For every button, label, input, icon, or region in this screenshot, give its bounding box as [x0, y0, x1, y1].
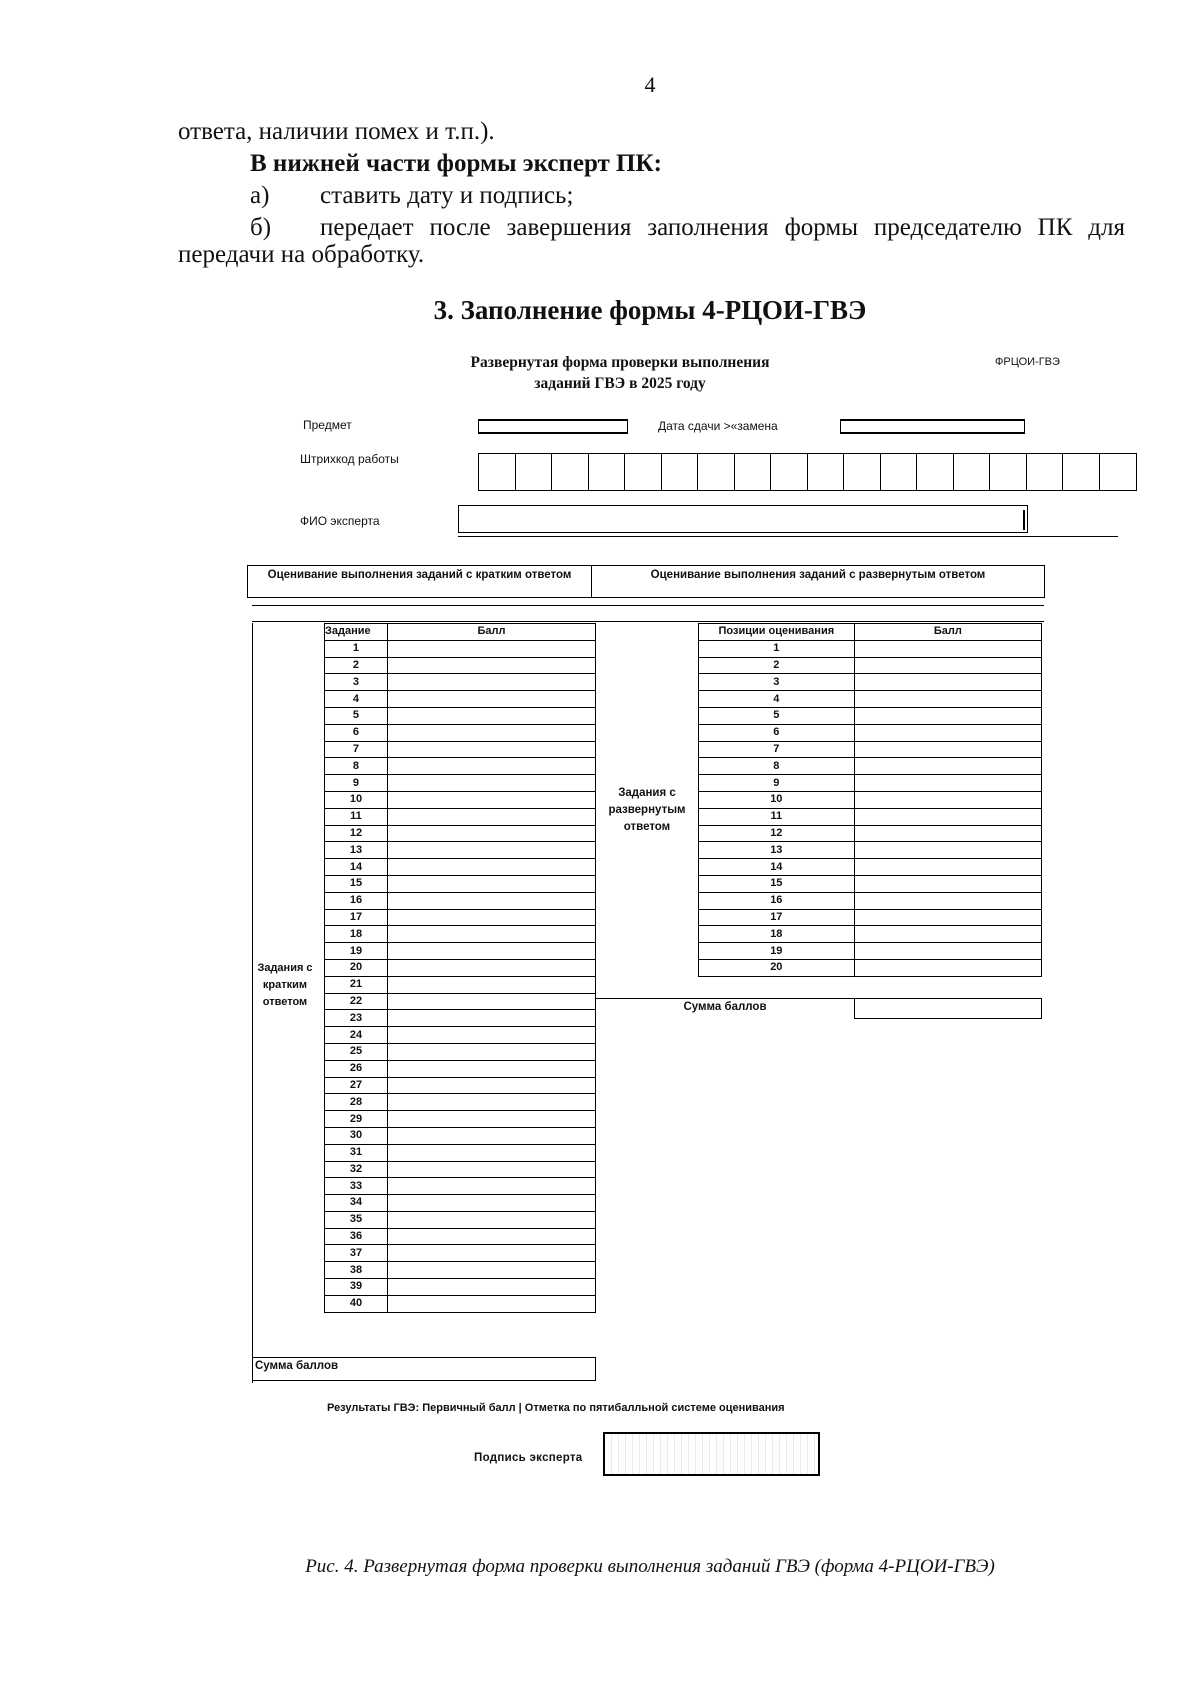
- barcode-cell[interactable]: [1063, 454, 1100, 490]
- task-number: 2: [325, 657, 388, 674]
- score-cell[interactable]: [854, 825, 1041, 842]
- task-number: 1: [325, 640, 388, 657]
- position-number: 10: [699, 791, 855, 808]
- task-number: 12: [325, 825, 388, 842]
- table-row: [325, 1111, 596, 1128]
- long-side-label: Задания с развернутым ответом: [608, 787, 686, 833]
- score-cell[interactable]: [387, 707, 595, 724]
- position-number: 17: [699, 909, 855, 926]
- task-number: 38: [325, 1262, 388, 1279]
- task-number: 24: [325, 1027, 388, 1044]
- barcode-cell[interactable]: [1100, 454, 1137, 490]
- task-number: 31: [325, 1144, 388, 1161]
- score-cell[interactable]: [854, 959, 1041, 976]
- table-row: [325, 943, 596, 960]
- barcode-cell[interactable]: [881, 454, 918, 490]
- table-row: [325, 1279, 596, 1296]
- score-cell[interactable]: [854, 926, 1041, 943]
- task-number: 9: [325, 775, 388, 792]
- table-row: [325, 1060, 596, 1077]
- barcode-cell[interactable]: [516, 454, 553, 490]
- col-position-header: Позиции оценивания: [699, 624, 855, 641]
- table-row: [325, 859, 596, 876]
- score-cell[interactable]: [387, 1060, 595, 1077]
- table-row: [699, 741, 1042, 758]
- score-cell[interactable]: [387, 657, 595, 674]
- table-row: [325, 808, 596, 825]
- table-row: [699, 791, 1042, 808]
- form-title-line: Развернутая форма проверки выполнения: [470, 354, 770, 371]
- table-row: [699, 691, 1042, 708]
- score-cell[interactable]: [854, 909, 1041, 926]
- score-cell[interactable]: [387, 1094, 595, 1111]
- short-answer-table: [324, 623, 596, 1313]
- table-row: [325, 657, 596, 674]
- long-sum-label: Сумма баллов: [683, 1001, 767, 1013]
- long-answer-table: [698, 623, 1042, 977]
- table-row: [325, 993, 596, 1010]
- table-row: [325, 791, 596, 808]
- score-cell[interactable]: [387, 1144, 595, 1161]
- table-row: [699, 943, 1042, 960]
- page-number: 4: [644, 72, 656, 97]
- task-number: 23: [325, 1010, 388, 1027]
- paragraph-line: передачи на обработку.: [178, 241, 425, 268]
- position-number: 8: [699, 758, 855, 775]
- score-cell[interactable]: [854, 707, 1041, 724]
- barcode-cell[interactable]: [589, 454, 626, 490]
- score-cell[interactable]: [387, 1077, 595, 1094]
- table-row: [325, 724, 596, 741]
- score-cell[interactable]: [854, 640, 1041, 657]
- task-number: 22: [325, 993, 388, 1010]
- score-cell[interactable]: [854, 875, 1041, 892]
- score-cell[interactable]: [854, 724, 1041, 741]
- section-heading: 3. Заполнение формы 4-РЦОИ-ГВЭ: [433, 295, 867, 325]
- table-row: [325, 1144, 596, 1161]
- form-title: [430, 352, 810, 394]
- score-cell[interactable]: [387, 993, 595, 1010]
- task-number: 16: [325, 892, 388, 909]
- table-row: [699, 775, 1042, 792]
- score-cell[interactable]: [854, 674, 1041, 691]
- task-number: 18: [325, 926, 388, 943]
- barcode-cell[interactable]: [625, 454, 662, 490]
- signature-label: Подпись эксперта: [474, 1452, 583, 1464]
- task-number: 33: [325, 1178, 388, 1195]
- short-side-label: Задания с кратким ответом: [257, 962, 313, 1008]
- subject-field[interactable]: [478, 419, 628, 434]
- table-row: [325, 892, 596, 909]
- figure-caption: Рис. 4. Развернутая форма проверки выполнения заданий ГВЭ (форма 4-РЦОИ-ГВЭ): [305, 1556, 995, 1577]
- table-row: [699, 640, 1042, 657]
- score-cell[interactable]: [854, 943, 1041, 960]
- table-row: [699, 825, 1042, 842]
- paragraph-line: ответа, наличии помех и т.п.).: [178, 118, 495, 145]
- table-row: [325, 909, 596, 926]
- task-number: 7: [325, 741, 388, 758]
- exam-date-field[interactable]: [840, 419, 1025, 434]
- task-number: 27: [325, 1077, 388, 1094]
- section-short-header: Оценивание выполнения заданий с кратким ответом: [247, 565, 592, 598]
- score-cell[interactable]: [387, 1127, 595, 1144]
- score-cell[interactable]: [854, 892, 1041, 909]
- score-cell[interactable]: [387, 1161, 595, 1178]
- position-number: 5: [699, 707, 855, 724]
- score-cell[interactable]: [387, 741, 595, 758]
- position-number: 2: [699, 657, 855, 674]
- score-cell[interactable]: [387, 791, 595, 808]
- score-cell[interactable]: [387, 1245, 595, 1262]
- barcode-cells[interactable]: [478, 453, 1137, 491]
- table-row: [699, 724, 1042, 741]
- task-number: 5: [325, 707, 388, 724]
- task-number: 4: [325, 691, 388, 708]
- exam-date-label: Дата сдачи >«замена: [658, 419, 778, 433]
- task-number: 35: [325, 1211, 388, 1228]
- task-number: 11: [325, 808, 388, 825]
- barcode-cell[interactable]: [479, 454, 516, 490]
- list-marker-a: а): [250, 182, 270, 209]
- table-row: [325, 1195, 596, 1212]
- paragraph-bold-line: В нижней части формы эксперт ПК:: [250, 150, 662, 177]
- score-cell[interactable]: [854, 775, 1041, 792]
- table-row: [699, 842, 1042, 859]
- barcode-cell[interactable]: [1027, 454, 1064, 490]
- list-item-b: передает после завершения заполнения формы председателю ПК для: [320, 214, 1125, 241]
- score-cell[interactable]: [854, 657, 1041, 674]
- table-row: [325, 1178, 596, 1195]
- score-cell[interactable]: [387, 859, 595, 876]
- table-row: [325, 640, 596, 657]
- table-row: [325, 741, 596, 758]
- score-cell[interactable]: [387, 1178, 595, 1195]
- list-marker-b: б): [250, 214, 272, 241]
- table-row: [325, 1295, 596, 1312]
- position-number: 9: [699, 775, 855, 792]
- table-row: [699, 892, 1042, 909]
- table-row: [325, 976, 596, 993]
- table-row: [325, 1211, 596, 1228]
- expert-name-field[interactable]: [458, 505, 1028, 533]
- task-number: 19: [325, 943, 388, 960]
- score-cell[interactable]: [387, 1279, 595, 1296]
- results-line: Результаты ГВЭ: Первичный балл | Отметка по пятибалльной системе оценивания: [327, 1402, 785, 1414]
- position-number: 19: [699, 943, 855, 960]
- barcode-cell[interactable]: [698, 454, 735, 490]
- barcode-cell[interactable]: [662, 454, 699, 490]
- table-row: [699, 926, 1042, 943]
- table-row: [699, 657, 1042, 674]
- barcode-cell[interactable]: [990, 454, 1027, 490]
- subject-label: Предмет: [303, 418, 352, 432]
- position-number: 14: [699, 859, 855, 876]
- score-cell[interactable]: [387, 943, 595, 960]
- col-score-header: Балл: [387, 624, 595, 641]
- position-number: 13: [699, 842, 855, 859]
- short-sum-label: Сумма баллов: [252, 1357, 596, 1381]
- score-cell[interactable]: [387, 1262, 595, 1279]
- task-number: 40: [325, 1295, 388, 1312]
- task-number: 34: [325, 1195, 388, 1212]
- task-number: 14: [325, 859, 388, 876]
- table-row: [325, 842, 596, 859]
- task-number: 36: [325, 1228, 388, 1245]
- barcode-cell[interactable]: [917, 454, 954, 490]
- signature-field[interactable]: [603, 1432, 820, 1476]
- expert-name-label: ФИО эксперта: [300, 514, 380, 528]
- score-cell[interactable]: [387, 640, 595, 657]
- table-row: [325, 1228, 596, 1245]
- task-number: 15: [325, 875, 388, 892]
- table-row: [325, 1077, 596, 1094]
- score-cell[interactable]: [387, 775, 595, 792]
- score-cell[interactable]: [854, 741, 1041, 758]
- position-number: 3: [699, 674, 855, 691]
- position-number: 18: [699, 926, 855, 943]
- col-task-header: Задание: [325, 624, 388, 641]
- table-row: [325, 775, 596, 792]
- table-row: [325, 691, 596, 708]
- position-number: 1: [699, 640, 855, 657]
- rule-line: [252, 605, 1044, 606]
- task-number: 20: [325, 959, 388, 976]
- section-long-header: Оценивание выполнения заданий с развернутым ответом: [591, 565, 1045, 598]
- table-row: [325, 1161, 596, 1178]
- task-number: 25: [325, 1043, 388, 1060]
- barcode-cell[interactable]: [954, 454, 991, 490]
- position-number: 11: [699, 808, 855, 825]
- task-number: 8: [325, 758, 388, 775]
- text-cursor-icon: [1023, 510, 1025, 530]
- task-number: 6: [325, 724, 388, 741]
- score-cell[interactable]: [387, 724, 595, 741]
- score-cell[interactable]: [387, 1111, 595, 1128]
- task-number: 39: [325, 1279, 388, 1296]
- table-row: [325, 1043, 596, 1060]
- position-number: 12: [699, 825, 855, 842]
- position-number: 16: [699, 892, 855, 909]
- score-cell[interactable]: [387, 892, 595, 909]
- score-cell[interactable]: [387, 1295, 595, 1312]
- score-cell[interactable]: [387, 1195, 595, 1212]
- form-code: ФРЦОИ-ГВЭ: [995, 356, 1060, 368]
- col-score-header: Балл: [854, 624, 1041, 641]
- rule-line: [252, 621, 1044, 622]
- rule-line: [458, 536, 1118, 537]
- table-row: [325, 875, 596, 892]
- score-cell[interactable]: [387, 1211, 595, 1228]
- barcode-cell[interactable]: [735, 454, 772, 490]
- table-row: [325, 1245, 596, 1262]
- score-cell[interactable]: [387, 926, 595, 943]
- position-number: 20: [699, 959, 855, 976]
- task-number: 30: [325, 1127, 388, 1144]
- score-cell[interactable]: [387, 909, 595, 926]
- score-cell[interactable]: [854, 791, 1041, 808]
- table-row: [699, 758, 1042, 775]
- form-title-line: заданий ГВЭ в 2025 году: [534, 375, 706, 392]
- task-number: 37: [325, 1245, 388, 1262]
- position-number: 4: [699, 691, 855, 708]
- barcode-cell[interactable]: [808, 454, 845, 490]
- table-row: [325, 758, 596, 775]
- score-cell[interactable]: [387, 1027, 595, 1044]
- score-cell[interactable]: [387, 875, 595, 892]
- rule-line: [252, 623, 253, 1383]
- task-number: 3: [325, 674, 388, 691]
- task-number: 26: [325, 1060, 388, 1077]
- position-number: 7: [699, 741, 855, 758]
- table-row: [699, 707, 1042, 724]
- task-number: 21: [325, 976, 388, 993]
- table-row: [325, 707, 596, 724]
- score-cell[interactable]: [387, 674, 595, 691]
- barcode-cell[interactable]: [552, 454, 589, 490]
- position-number: 15: [699, 875, 855, 892]
- score-cell[interactable]: [854, 859, 1041, 876]
- table-row: [325, 674, 596, 691]
- task-number: 17: [325, 909, 388, 926]
- table-row: [325, 1127, 596, 1144]
- table-row: [699, 909, 1042, 926]
- task-number: 32: [325, 1161, 388, 1178]
- score-cell[interactable]: [387, 959, 595, 976]
- barcode-cell[interactable]: [844, 454, 881, 490]
- table-row: [325, 1010, 596, 1027]
- score-cell[interactable]: [387, 1043, 595, 1060]
- barcode-cell[interactable]: [771, 454, 808, 490]
- table-row: [699, 959, 1042, 976]
- task-number: 28: [325, 1094, 388, 1111]
- score-cell[interactable]: [387, 1228, 595, 1245]
- task-number: 10: [325, 791, 388, 808]
- table-row: [699, 875, 1042, 892]
- long-sum-cell[interactable]: [854, 998, 1042, 1019]
- table-row: [325, 1262, 596, 1279]
- score-cell[interactable]: [387, 842, 595, 859]
- table-row: [325, 1027, 596, 1044]
- list-item-a: ставить дату и подпись;: [320, 182, 574, 209]
- task-number: 13: [325, 842, 388, 859]
- position-number: 6: [699, 724, 855, 741]
- score-cell[interactable]: [387, 1010, 595, 1027]
- table-row: [325, 825, 596, 842]
- table-row: [325, 1094, 596, 1111]
- score-cell[interactable]: [854, 691, 1041, 708]
- table-row: [699, 674, 1042, 691]
- table-row: [325, 959, 596, 976]
- barcode-label: Штрихкод работы: [300, 452, 399, 466]
- score-cell[interactable]: [387, 691, 595, 708]
- task-number: 29: [325, 1111, 388, 1128]
- score-cell[interactable]: [854, 808, 1041, 825]
- score-cell[interactable]: [854, 758, 1041, 775]
- score-cell[interactable]: [387, 758, 595, 775]
- table-row: [699, 859, 1042, 876]
- table-row: [325, 926, 596, 943]
- table-row: [699, 808, 1042, 825]
- score-cell[interactable]: [387, 976, 595, 993]
- long-sum-row: [596, 998, 1042, 1019]
- score-cell[interactable]: [387, 808, 595, 825]
- score-cell[interactable]: [387, 825, 595, 842]
- score-cell[interactable]: [854, 842, 1041, 859]
